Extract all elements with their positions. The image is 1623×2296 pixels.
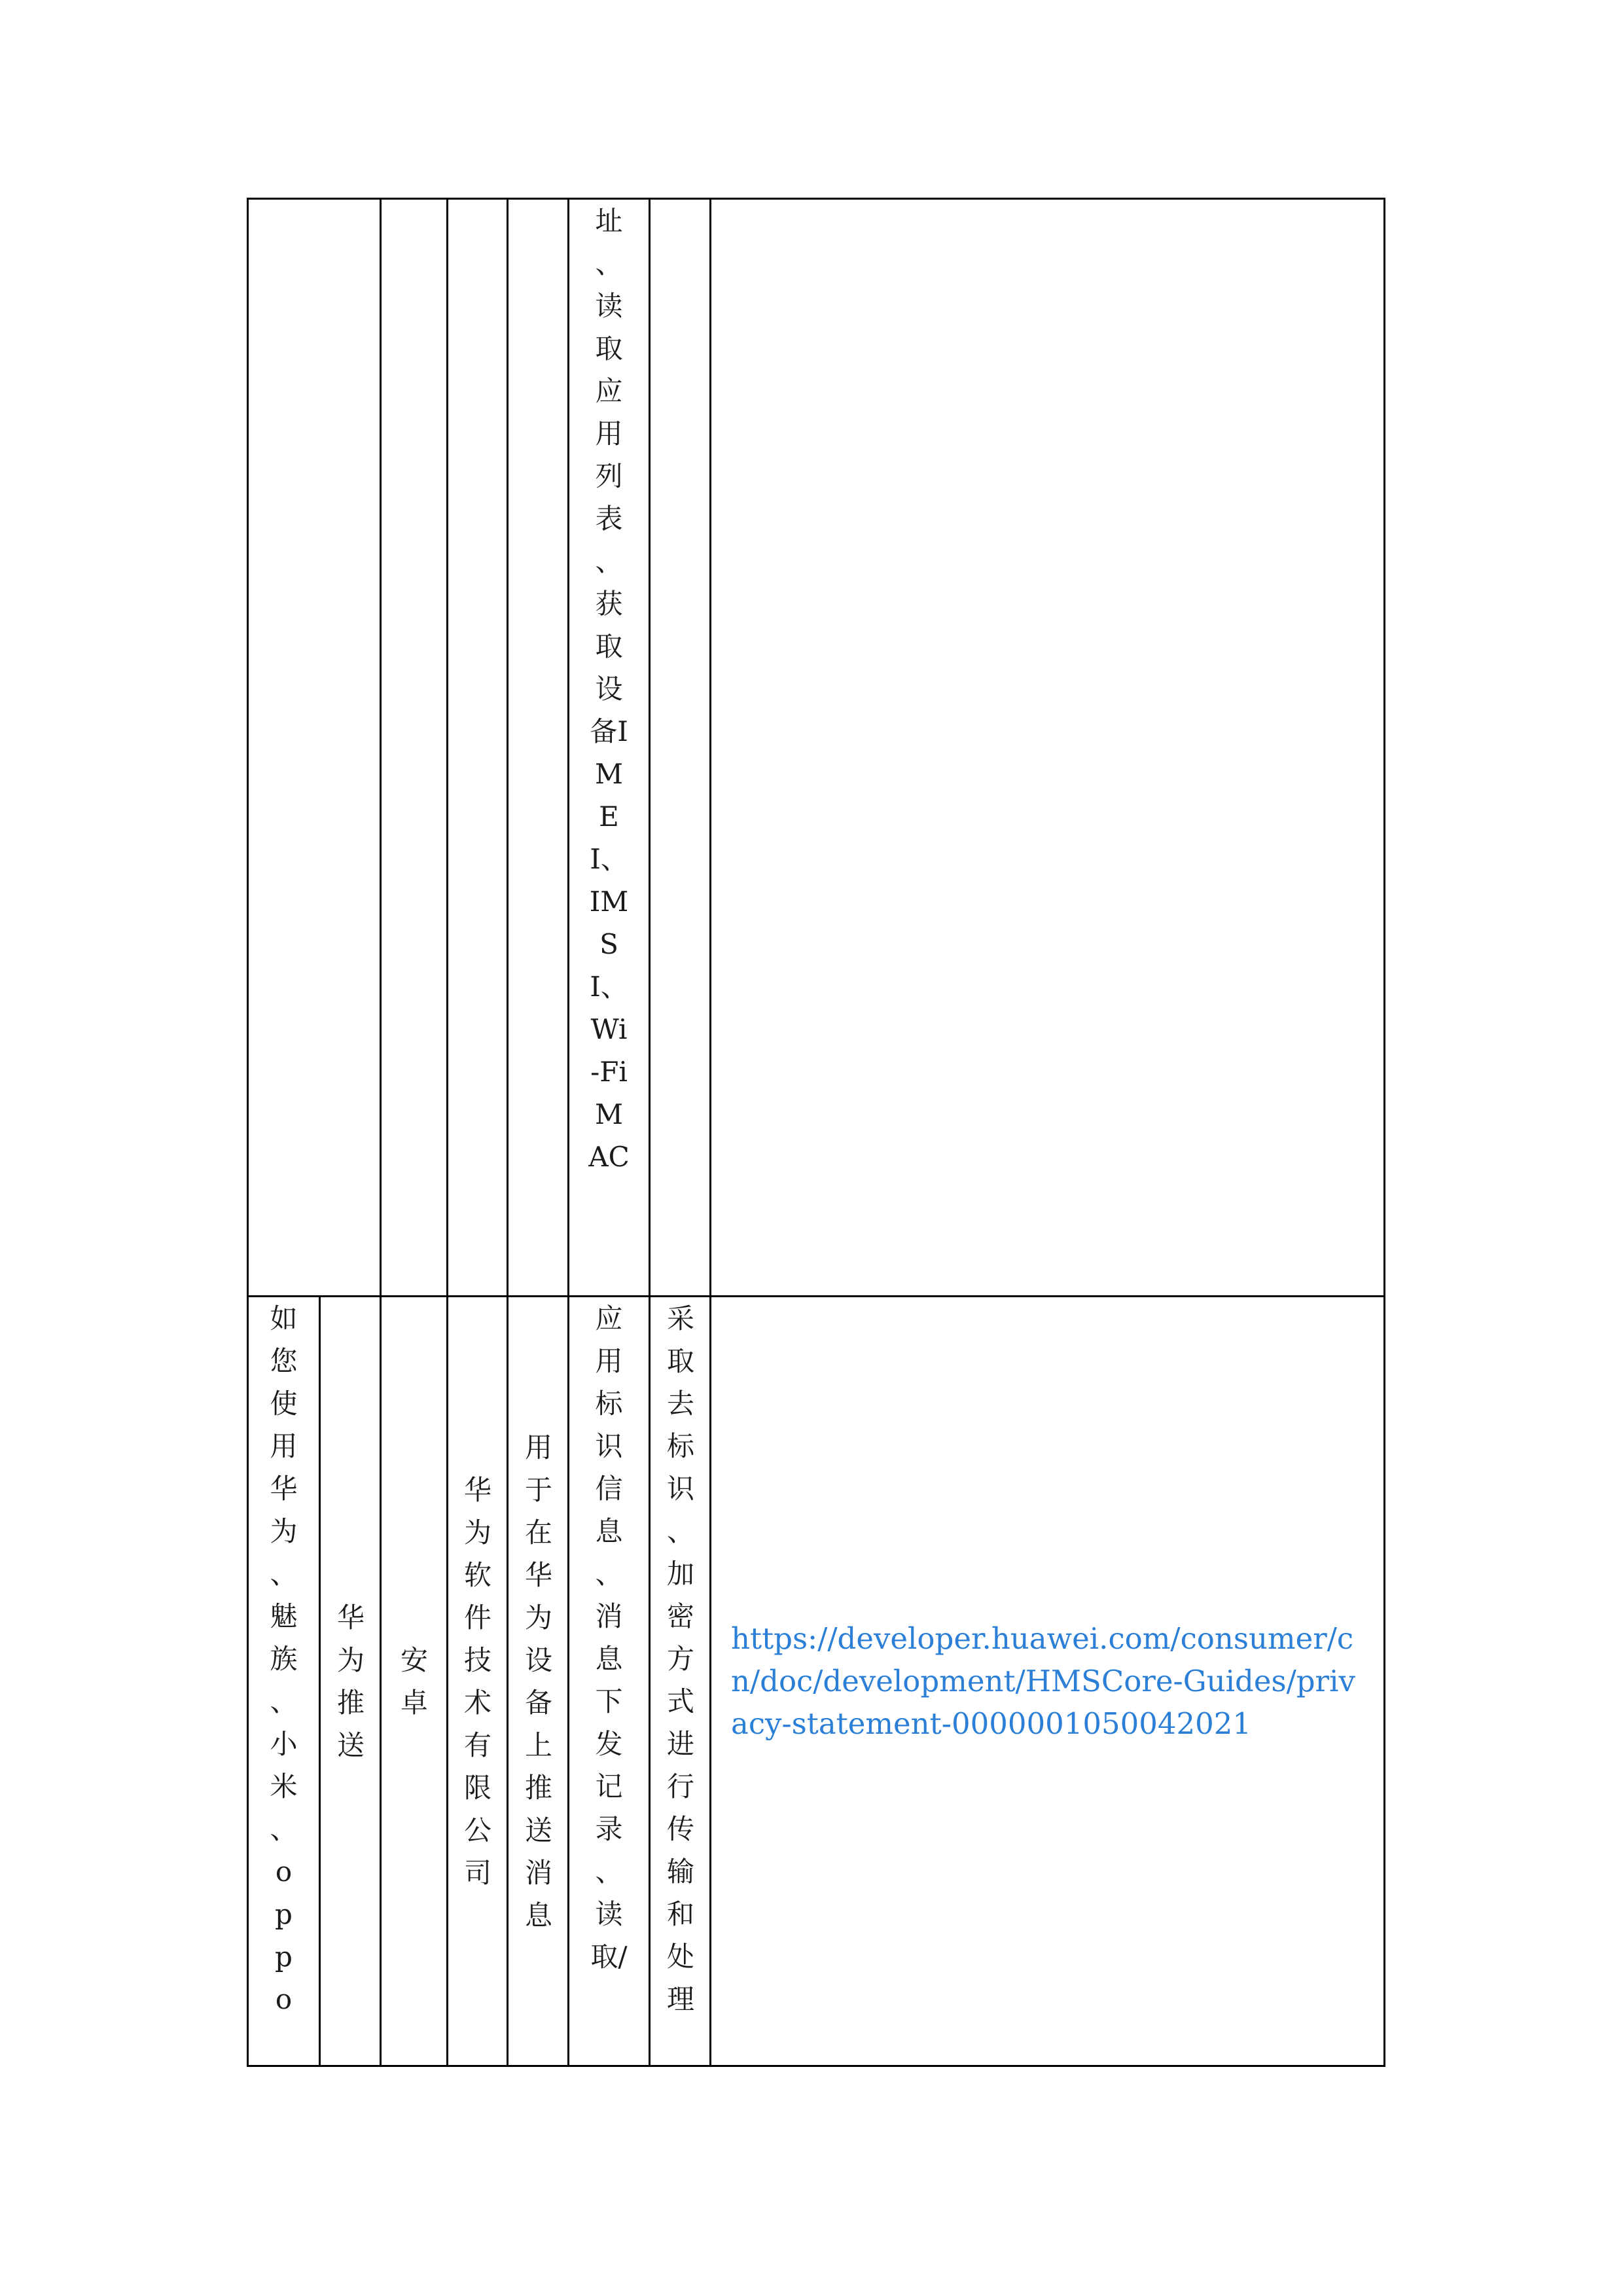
table-cell <box>448 1297 508 2066</box>
platform-text: 安卓 <box>401 1643 429 1719</box>
table-cell <box>508 1297 569 2066</box>
company-text: 华为软件技术有限公司 <box>464 1473 492 1889</box>
data-collected-text: 应用标识信息、消息下发记录、读取/ <box>590 1302 628 1973</box>
sdk-name-text: 华为推送 <box>337 1601 365 1761</box>
table-cell <box>650 1297 711 2066</box>
table-cell <box>650 199 711 1297</box>
table-cell <box>569 199 650 1297</box>
table-cell <box>508 199 569 1297</box>
table-cell <box>248 199 381 1297</box>
table-row <box>248 199 1385 1297</box>
table-cell <box>381 1297 448 2066</box>
sdk-table <box>247 198 1385 2067</box>
table-cell <box>320 1297 381 2066</box>
protection-text: 采取去标识、加密方式进行传输和处理 <box>667 1302 695 2015</box>
privacy-policy-link[interactable]: https://developer.huawei.com/consumer/cn/doc/development/HMSCore-Guides/privacy-statement-0000001050042021 <box>731 1621 1355 1741</box>
table-cell <box>448 199 508 1297</box>
data-collected-text: 址、读取应用列表、获取设备IMEI、IMSI、Wi-FiMAC <box>588 205 630 1173</box>
table-row <box>248 1297 1385 2066</box>
sdk-scenario-text: 如您使用华为、魅族、小米、oppo <box>270 1302 298 2015</box>
table-cell <box>711 199 1385 1297</box>
purpose-text: 用于在华为设备上推送消息 <box>525 1431 553 1931</box>
table-cell <box>711 1297 1385 2066</box>
table-cell <box>381 199 448 1297</box>
table-cell <box>569 1297 650 2066</box>
table-cell <box>248 1297 320 2066</box>
